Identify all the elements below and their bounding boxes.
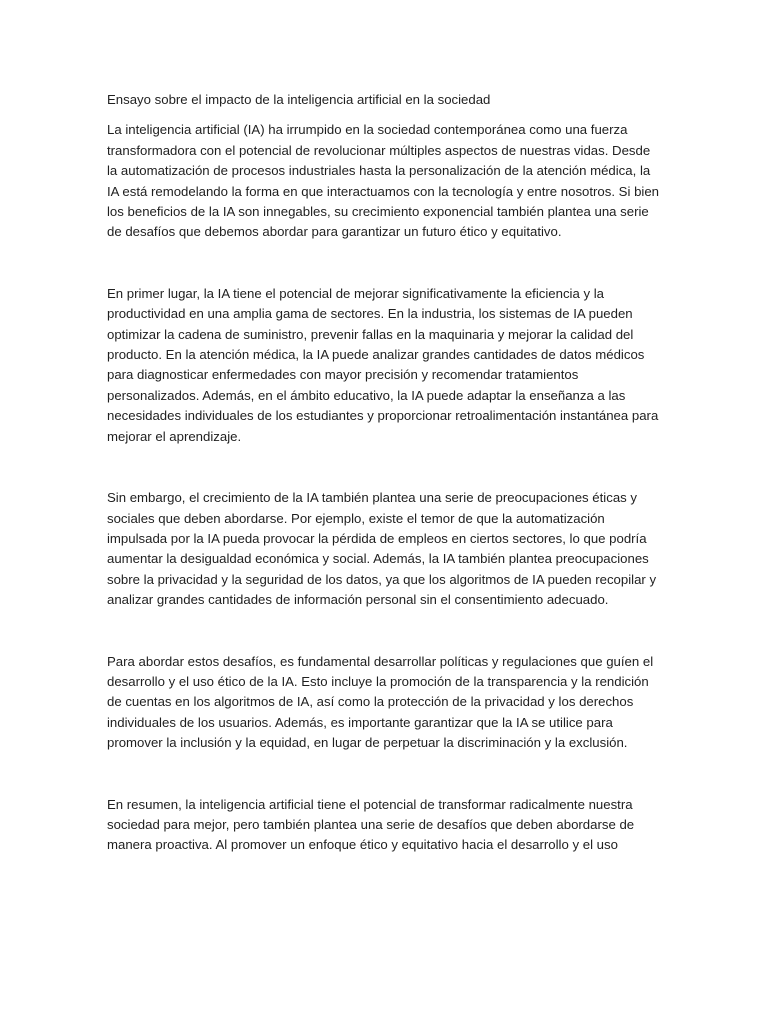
paragraph-regulation: Para abordar estos desafíos, es fundamental desarrollar políticas y regulaciones que guíen el desarrollo y el uso ético de la IA. Esto incluye la promoción de la transparencia y la rendición de cuentas en los algoritmos de IA, así como la protección de la privacidad y los derechos individuales de los usuarios. Además, es importante garantizar que la IA se utilice para promover la inclusión y la equidad, en lugar de perpetuar la discriminación y la exclusión. — [107, 653, 654, 751]
paragraph-concerns: Sin embargo, el crecimiento de la IA también plantea una serie de preocupaciones éticas y sociales que deben abordarse. Por ejemplo, existe el temor de que la automatización impulsada por la IA pueda provocar la pérdida de empleos en ciertos sectores, lo que podría aumentar la desigualdad económica y social. Además, la IA también plantea preocupaciones sobre la privacidad y la seguridad de los datos, ya que los algoritmos de IA pueden recopilar y analizar grandes cantidades de información personal sin el consentimiento adecuado. — [107, 490, 657, 608]
essay-title: Ensayo sobre el impacto de la inteligencia artificial en la sociedad — [107, 92, 491, 107]
document-body — [107, 90, 663, 856]
paragraph-introduction: La inteligencia artificial (IA) ha irrumpido en la sociedad contemporánea como una fuerza transformadora con el potencial de revolucionar múltiples aspectos de nuestras vidas. Desde la automatización de procesos industriales hasta la personalización de la atención médica, la IA está remodelando la forma en que interactuamos con la tecnología y entre nosotros. Si bien los beneficios de la IA son innegables, su crecimiento exponencial también plantea una serie de desafíos que debemos abordar para garantizar un futuro ético y equitativo. — [107, 122, 660, 240]
paragraph-conclusion: En resumen, la inteligencia artificial tiene el potencial de transformar radicalmente nuestra sociedad para mejor, pero también plantea una serie de desafíos que deben abordarse de manera proactiva. Al promover un enfoque ético y equitativo hacia el desarrollo y el uso — [107, 796, 635, 853]
paragraph-benefits: En primer lugar, la IA tiene el potencial de mejorar significativamente la eficiencia y la productividad en una amplia gama de sectores. En la industria, los sistemas de IA pueden optimizar la cadena de suministro, prevenir fallas en la maquinaria y mejorar la calidad del producto. En la atención médica, la IA puede analizar grandes cantidades de datos médicos para diagnosticar enfermedades con mayor precisión y recomendar tratamientos personalizados. Además, en el ámbito educativo, la IA puede adaptar la enseñanza a las necesidades individuales de los estudiantes y proporcionar retroalimentación instantánea para mejorar el aprendizaje. — [107, 285, 659, 444]
